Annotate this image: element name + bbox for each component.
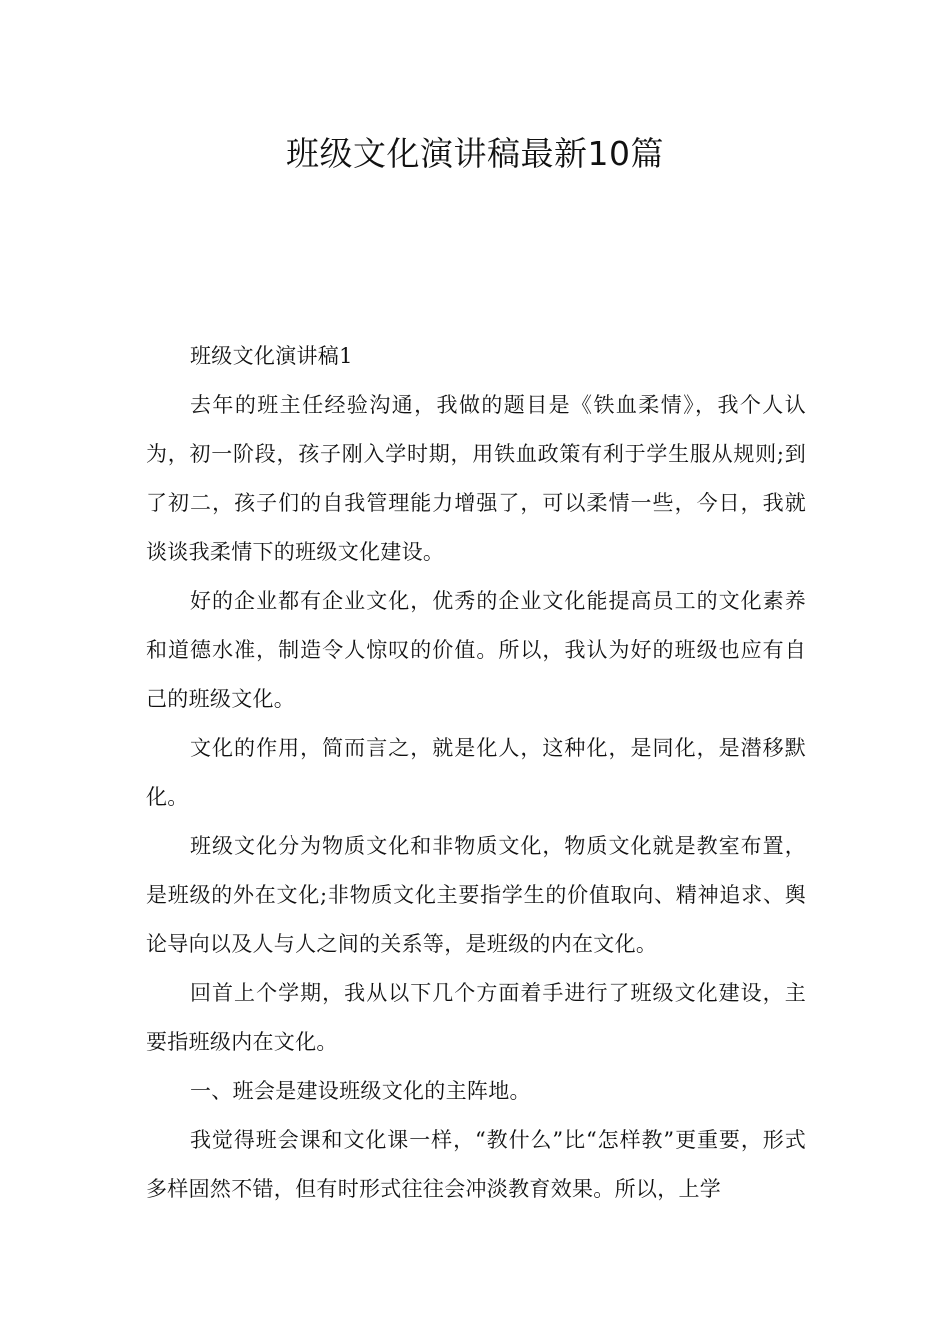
document-body xyxy=(146,332,806,1214)
subsection-heading: 一、班会是建设班级文化的主阵地。 xyxy=(190,1079,531,1103)
paragraph: 去年的班主任经验沟通，我做的题目是《铁血柔情》，我个人认为，初一阶段，孩子刚入学时期，用铁血政策有利于学生服从规则;到了初二，孩子们的自我管理能力增强了，可以柔情一些，今日，我就谈谈我柔情下的班级文化建设。 xyxy=(146,393,806,564)
paragraph: 班级文化分为物质文化和非物质文化，物质文化就是教室布置，是班级的外在文化;非物质文化主要指学生的价值取向、精神追求、舆论导向以及人与人之间的关系等，是班级的内在文化。 xyxy=(146,834,806,956)
paragraph: 我觉得班会课和文化课一样，“教什么”比“怎样教”更重要，形式多样固然不错，但有时形式往往会冲淡教育效果。所以，上学 xyxy=(146,1128,806,1201)
paragraph: 回首上个学期，我从以下几个方面着手进行了班级文化建设，主要指班级内在文化。 xyxy=(146,981,806,1054)
paragraph: 好的企业都有企业文化，优秀的企业文化能提高员工的文化素养和道德水准，制造令人惊叹的价值。所以，我认为好的班级也应有自己的班级文化。 xyxy=(146,589,806,711)
paragraph: 文化的作用，简而言之，就是化人，这种化，是同化，是潜移默化。 xyxy=(146,736,806,809)
document-title: 班级文化演讲稿最新10篇 xyxy=(286,134,664,173)
section-heading: 班级文化演讲稿1 xyxy=(190,344,353,368)
